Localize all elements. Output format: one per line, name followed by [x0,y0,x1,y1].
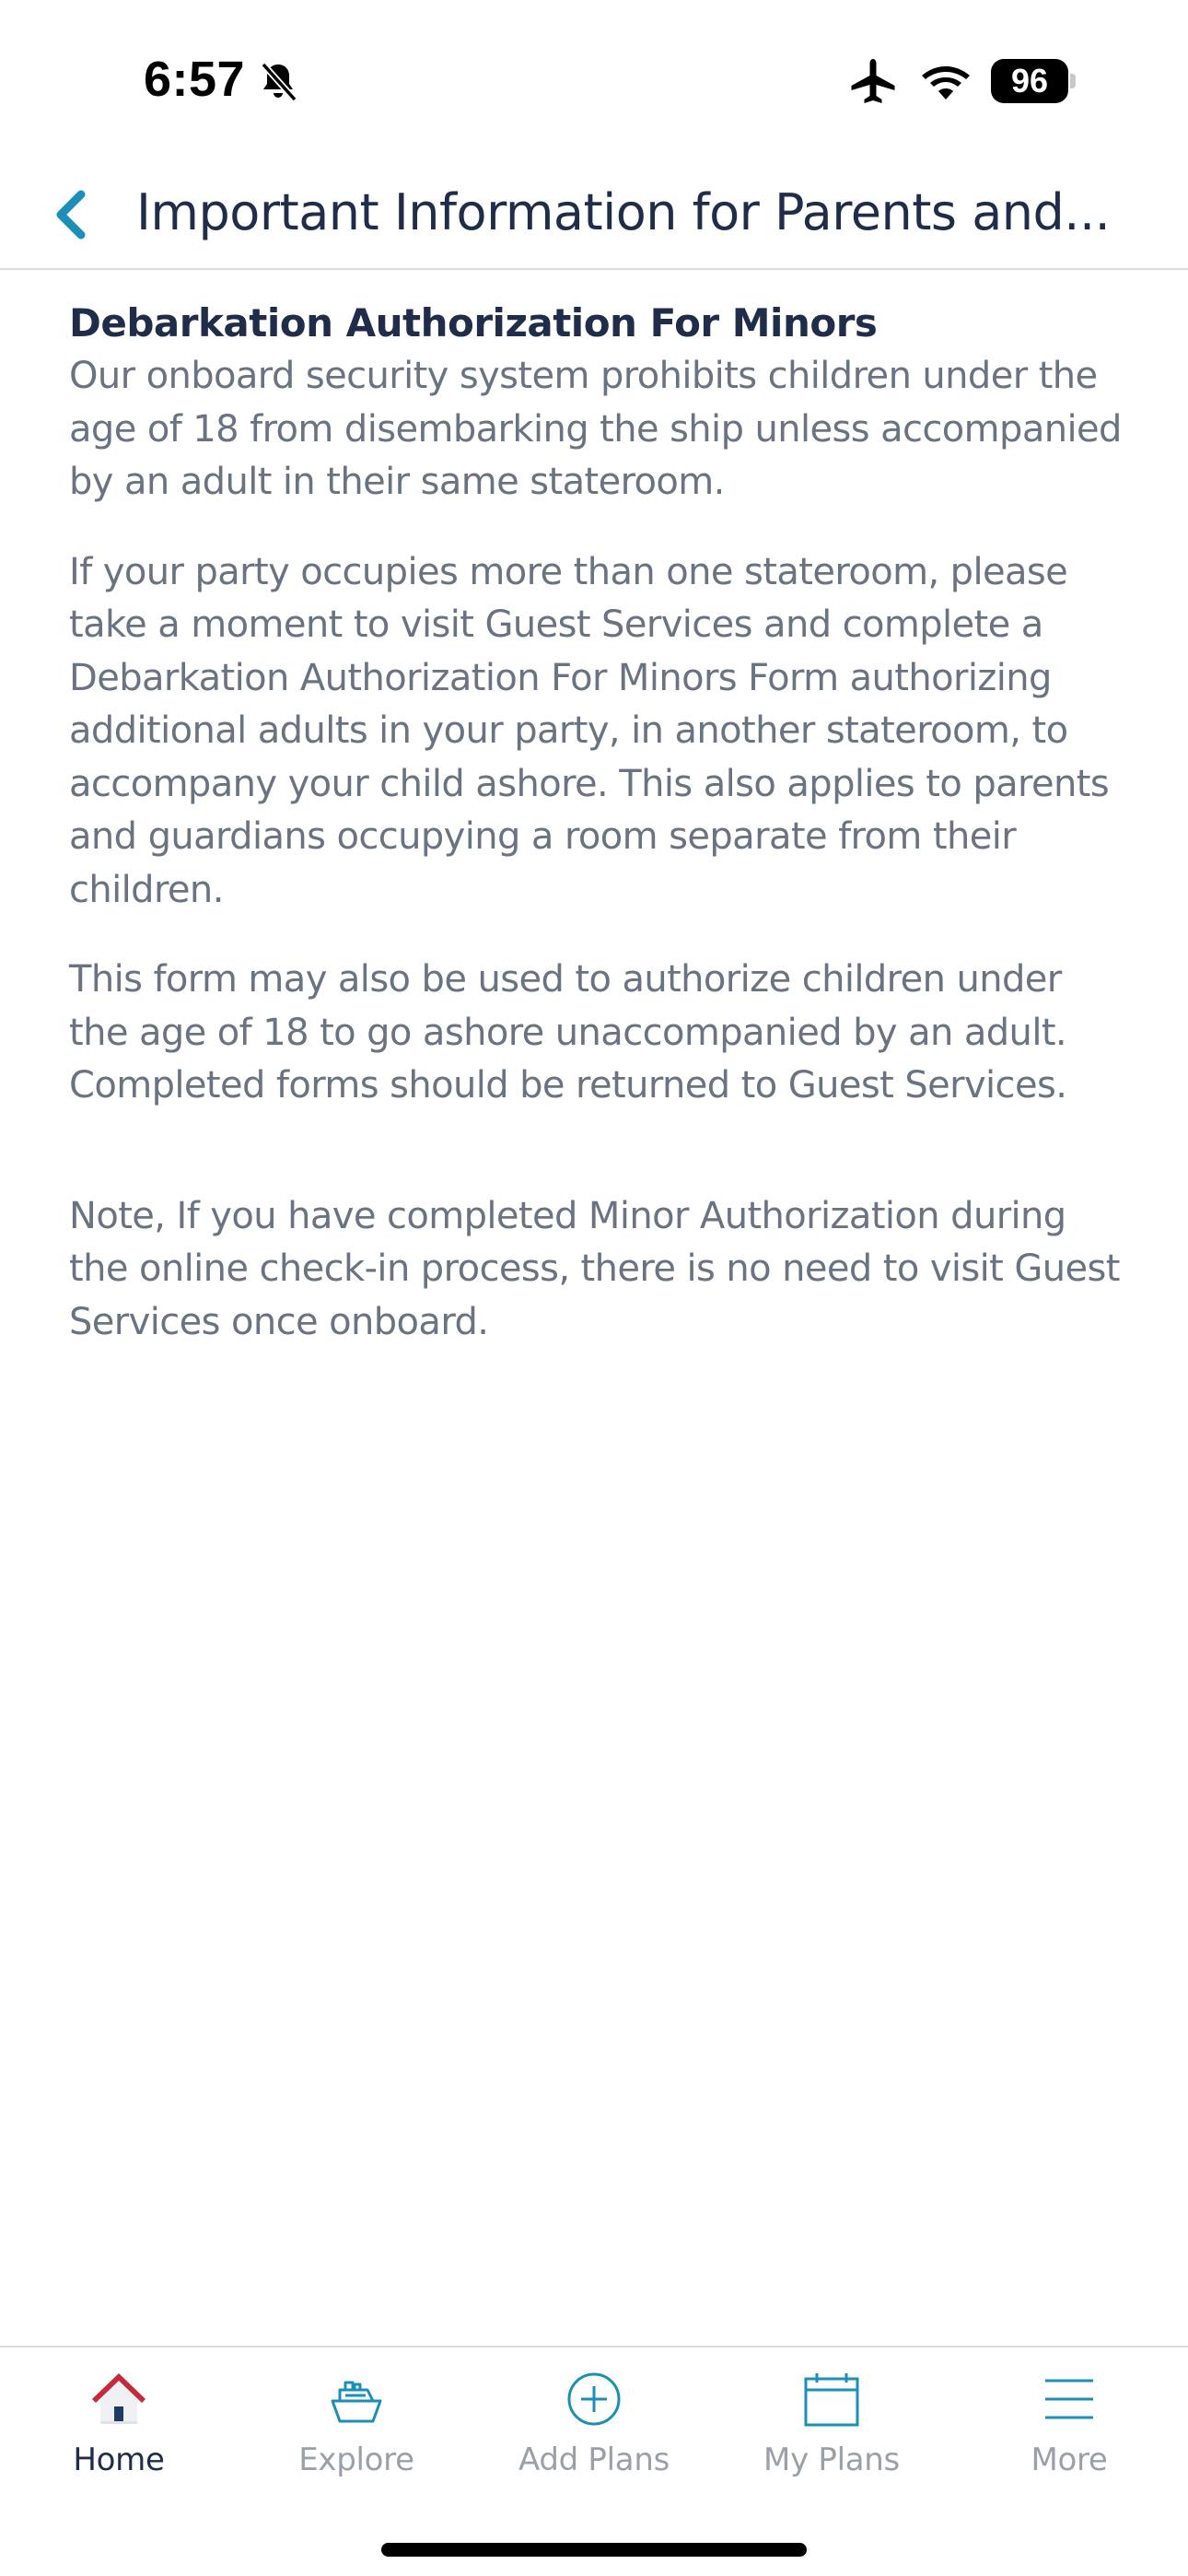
section-heading: Debarkation Authorization For Minors [69,300,878,345]
tab-bar [0,2346,1188,2576]
bell-slash-icon [256,59,300,103]
tab-explore[interactable] [238,2348,475,2495]
tab-my-plans[interactable] [713,2348,950,2495]
tab-add-plans[interactable] [475,2348,713,2495]
paragraph: Our onboard security system prohibits children under the age of 18 from disembarking the ship unless accompanied by an adult in their same stateroom. [69,355,1122,503]
battery-tip [1070,74,1076,88]
page-title: Important Information for Parents and... [136,183,1111,241]
paragraph: This form may also be used to authorize children under the age of 18 to go ashore unaccompanied by an adult. Completed forms should be returned to Guest Services. [69,958,1067,1107]
battery-level: 96 [991,59,1068,103]
ship-icon [327,2370,386,2429]
tab-home[interactable] [0,2348,238,2495]
home-indicator[interactable] [381,2543,807,2557]
status-time: 6:57 [144,52,246,107]
tab-label: More [1031,2441,1108,2478]
airplane-icon [847,57,899,105]
tab-more[interactable] [950,2348,1188,2495]
tab-label: Home [73,2441,165,2478]
tab-label: My Plans [763,2441,900,2478]
status-bar [0,0,1188,161]
battery-icon [991,59,1076,103]
tab-label: Explore [298,2441,414,2478]
chevron-left-icon[interactable] [46,181,101,248]
paragraph: If your party occupies more than one stateroom, please take a moment to visit Guest Services and complete a Debarkation Authorization For Minors Form authorizing additional adults in your party, in another stateroom, to accompany your child ashore. This also applies to parents and guardians occupying a room separate from their children. [69,550,1110,911]
menu-icon [1040,2370,1099,2429]
plus-circle-icon [565,2370,623,2429]
home-icon [89,2370,148,2429]
note-paragraph: Note, If you have completed Minor Authorization during the online check-in process, there is no need to visit Guest Services once onboard. [69,1194,1120,1343]
nav-header [0,161,1188,270]
calendar-icon [802,2370,861,2429]
tab-label: Add Plans [518,2441,670,2478]
wifi-icon [919,59,973,101]
article-content [69,297,1128,1349]
